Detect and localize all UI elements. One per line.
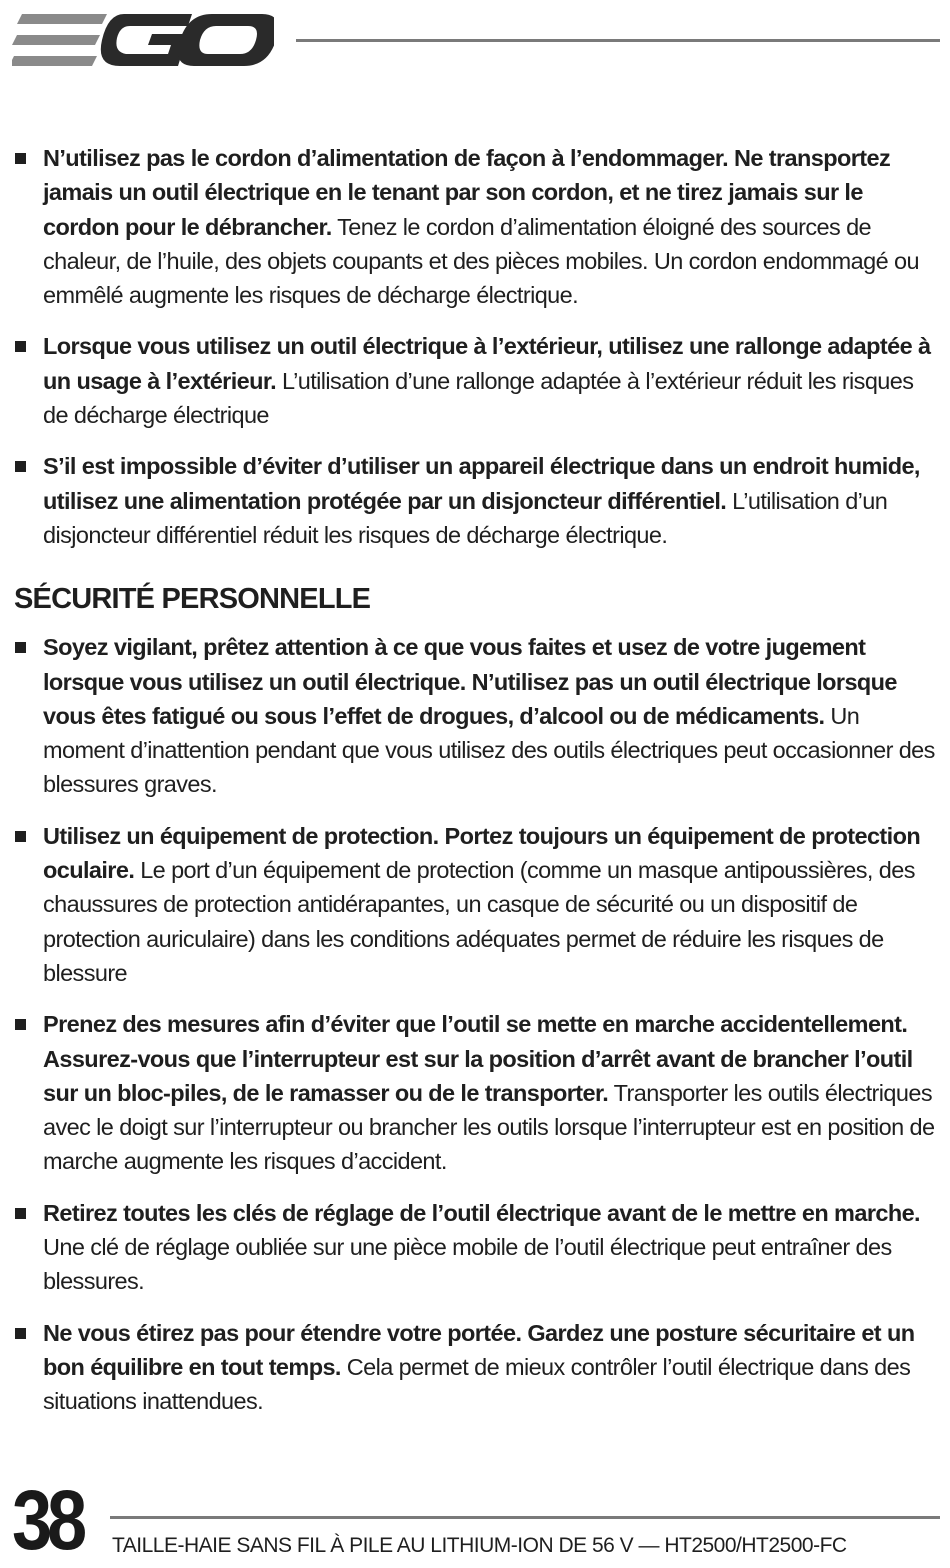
item-bold-text: S’il est impossible d’éviter d’utiliser un appareil électrique dans un endroit humide, utilisez une alimentation protégée par un disjoncteur différentiel.	[43, 453, 920, 514]
footer-product-title: TAILLE-HAIE SANS FIL À PILE AU LITHIUM-ION DE 56 V — HT2500/HT2500-FC	[112, 1534, 847, 1557]
list-item	[14, 141, 940, 312]
item-text: Un moment d’inattention pendant que vous utilisez des outils électriques peut occasionner des blessures graves.	[43, 702, 935, 798]
page-header	[0, 0, 950, 80]
item-text: Tenez le cordon d’alimentation éloigné des sources de chaleur, de l’huile, des objets coupants et des pièces mobiles. Un cordon endommagé ou emmêlé augmente les risques de décharge électrique.	[43, 213, 919, 309]
item-bold-text: N’utilisez pas le cordon d’alimentation de façon à l’endommager. Ne transportez jamais un outil électrique en le tenant par son cordon, et ne tirez jamais sur le cordon pour le débrancher.	[43, 145, 891, 240]
list-item	[14, 449, 940, 552]
ego-logo	[12, 12, 274, 68]
list-item	[14, 1196, 940, 1299]
list-item	[14, 630, 940, 801]
item-bold-text: Lorsque vous utilisez un outil électrique à l’extérieur, utilisez une rallonge adaptée à un usage à l’extérieur.	[43, 333, 931, 394]
item-text: Le port d’un équipement de protection (comme un masque antipoussières, des chaussures de protection antidérapantes, un casque de sécurité ou un dispositif de protection auriculaire) dans les conditions adéquates permet de réduire les risques de blessure	[43, 857, 915, 986]
item-text: L’utilisation d’une rallonge adaptée à l’extérieur réduit les risques de décharge électrique	[43, 367, 914, 429]
item-bold-text: Retirez toutes les clés de réglage de l’outil électrique avant de le mettre en marche.	[43, 1199, 920, 1226]
page-content	[14, 141, 940, 1436]
item-text: Cela permet de mieux contrôler l’outil électrique dans des situations inattendues.	[43, 1353, 911, 1415]
list-item	[14, 819, 940, 990]
item-text: L’utilisation d’un disjoncteur différentiel réduit les risques de décharge électrique.	[43, 487, 888, 548]
item-bold-text: Prenez des mesures afin d’éviter que l’outil se mette en marche accidentellement. Assurez-vous que l’interrupteur est sur la position d’arrêt avant de brancher l’outil sur un bloc-piles, de le ramasser ou de le transporter.	[43, 1011, 913, 1106]
item-text: Transporter les outils électriques avec le doigt sur l’interrupteur ou brancher les outils lorsque l’interrupteur est en position de marche augmente les risques d’accident.	[43, 1079, 935, 1175]
page-footer	[0, 1473, 950, 1568]
item-bold-text: Utilisez un équipement de protection. Portez toujours un équipement de protection oculaire.	[43, 822, 921, 884]
safety-list-personal	[14, 630, 940, 1418]
header-rule	[296, 39, 940, 42]
footer-rule	[110, 1516, 940, 1519]
list-item	[14, 1007, 940, 1178]
section-title: SÉCURITÉ PERSONNELLE	[14, 583, 371, 616]
safety-list-electrical	[14, 141, 940, 552]
list-item	[14, 1316, 940, 1419]
item-bold-text: Soyez vigilant, prêtez attention à ce que vous faites et usez de votre jugement lorsque vous utilisez un outil électrique. N’utilisez pas un outil électrique lorsque vous êtes fatigué ou sous l’effet de drogues, d’alcool ou de médicaments.	[43, 634, 897, 729]
page-number: 38	[12, 1473, 83, 1567]
item-text: Une clé de réglage oubliée sur une pièce mobile de l’outil électrique peut entraîner des blessures.	[43, 1234, 892, 1295]
item-bold-text: Ne vous étirez pas pour étendre votre portée. Gardez une posture sécuritaire et un bon équilibre en tout temps.	[43, 1319, 915, 1380]
list-item	[14, 329, 940, 432]
